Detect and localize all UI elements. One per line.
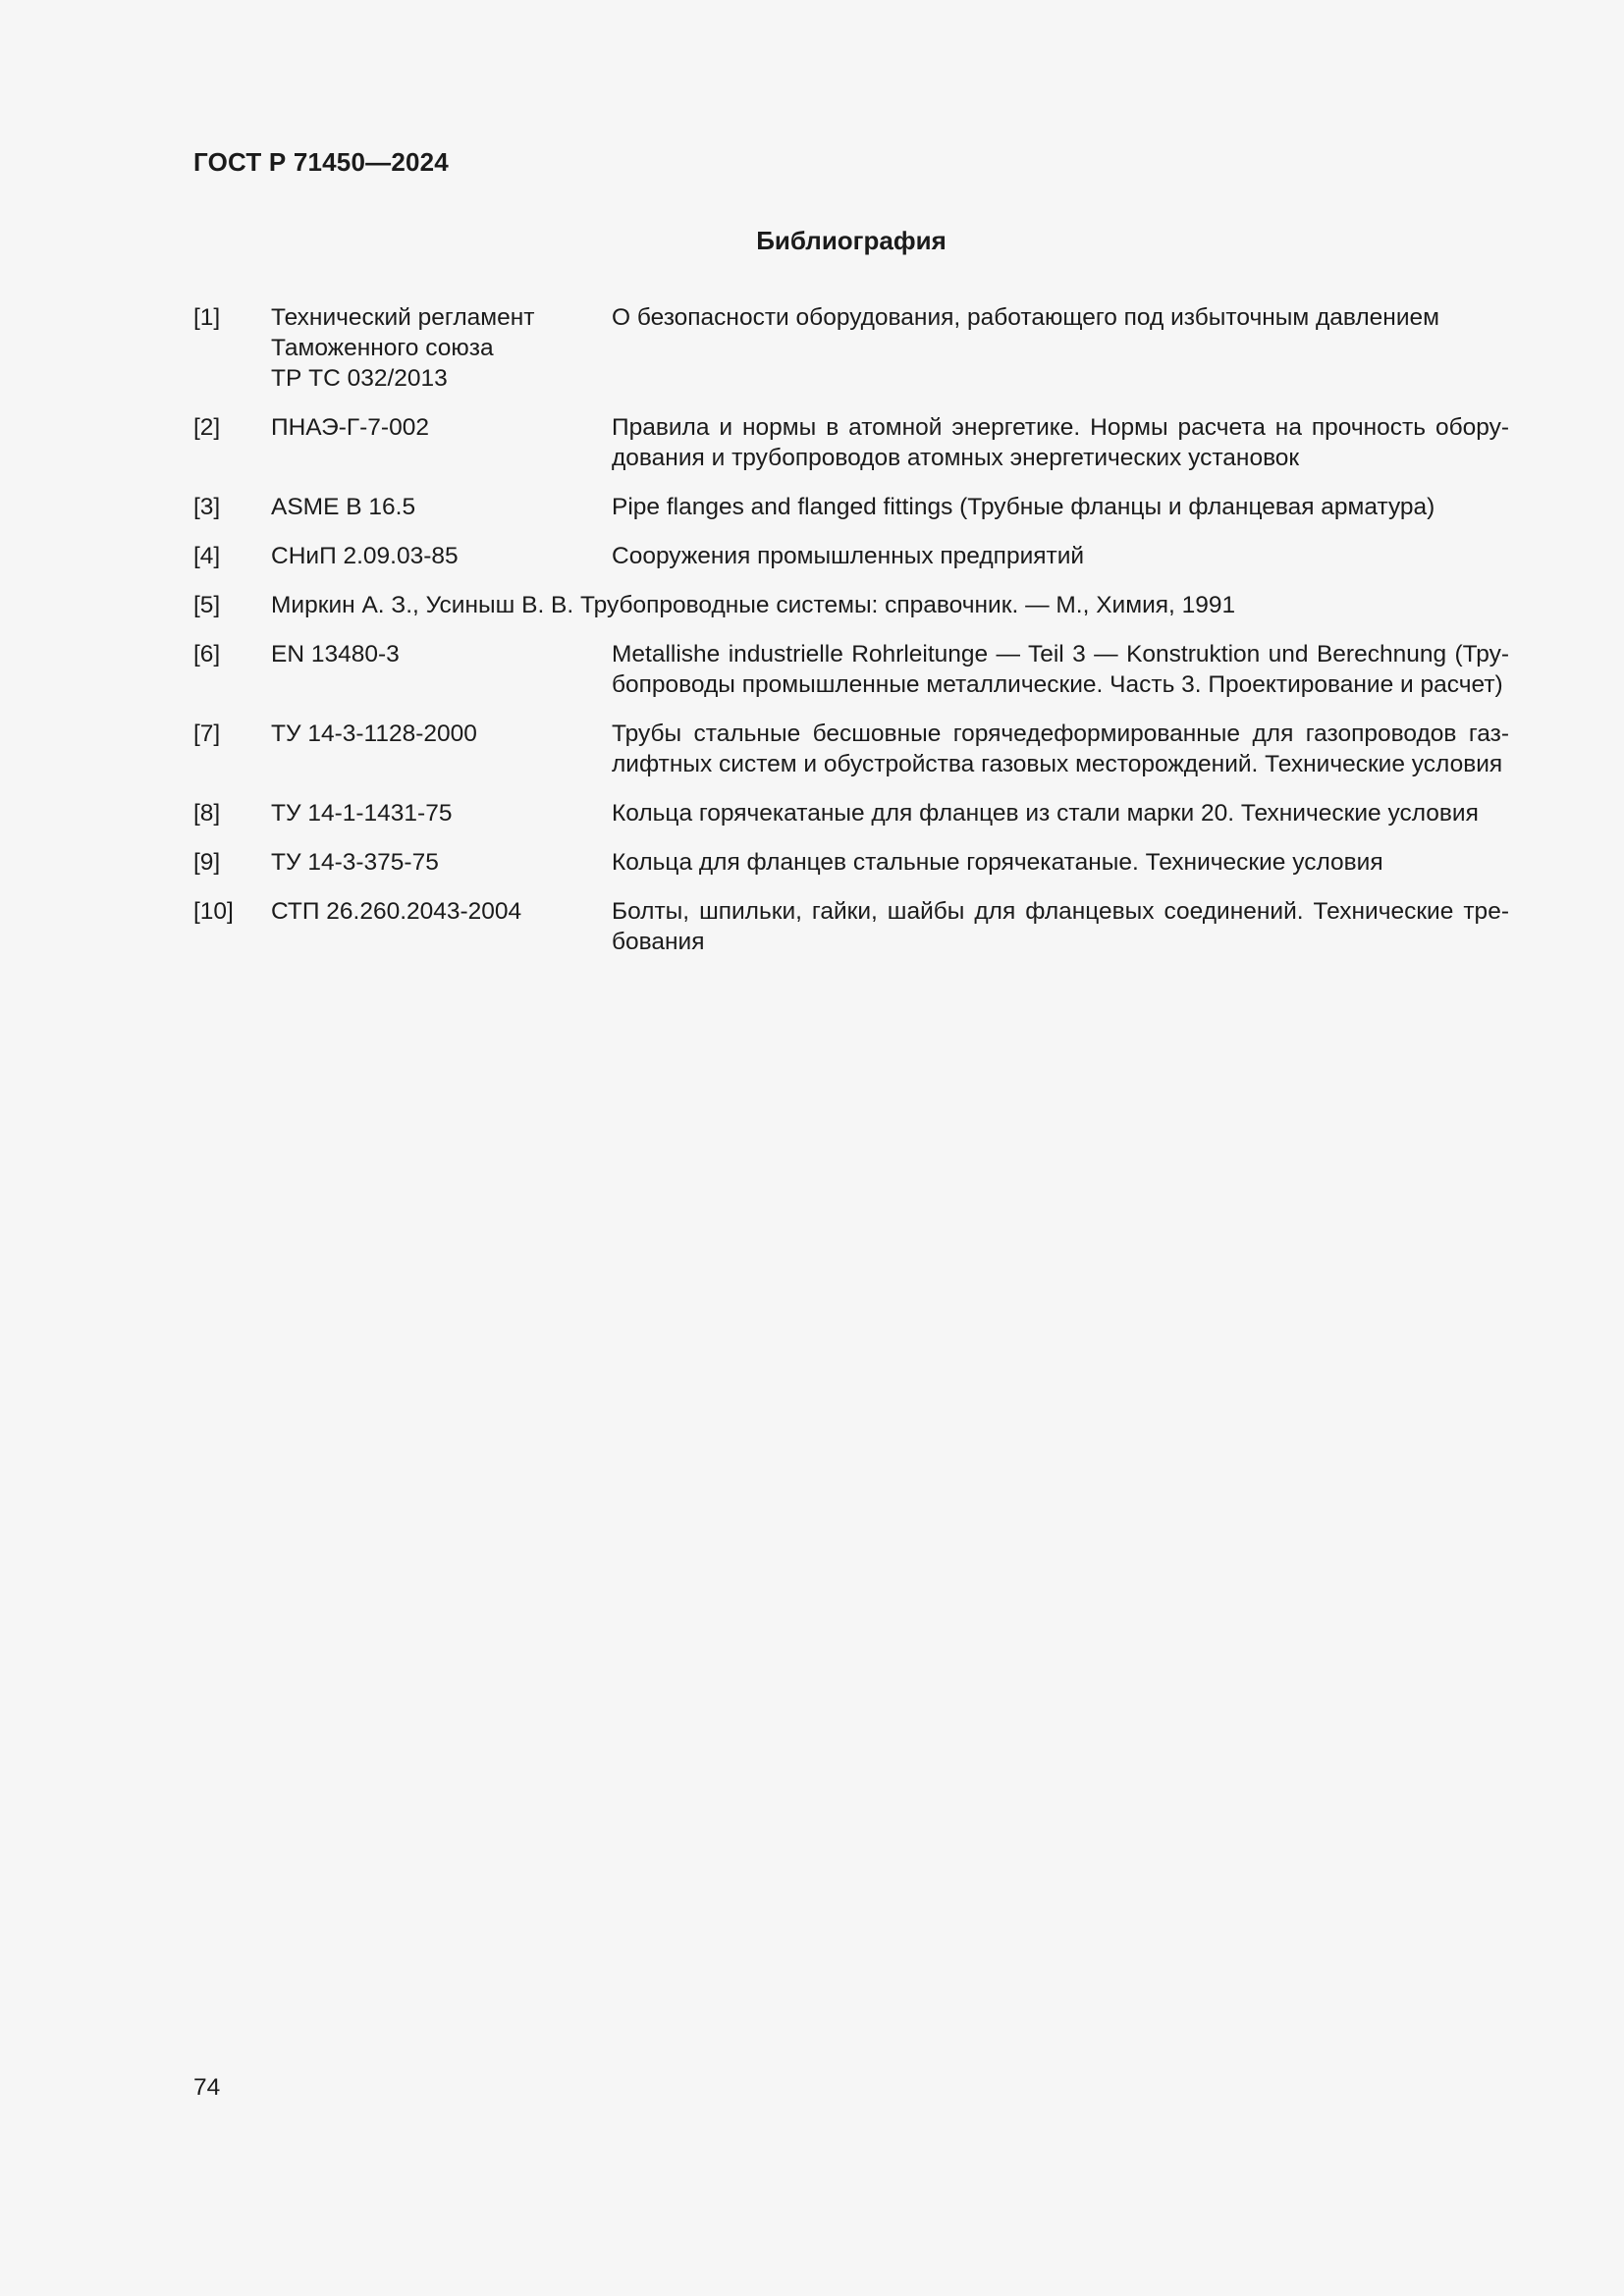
bib-entry-number: [8] xyxy=(193,800,221,827)
bib-entry xyxy=(193,590,1509,620)
bib-entry-title: Правила и нормы в атомной энергетике. Нормы расчета на прочность оборудования и трубопроводов атомных энергетических установок xyxy=(612,414,1509,471)
bib-entry-number: [2] xyxy=(193,414,221,441)
bib-entry-designation: ТУ 14-3-1128-2000 xyxy=(271,721,477,747)
bib-entry-designation: ASME В 16.5 xyxy=(271,494,416,520)
bib-entry-title: Болты, шпильки, гайки, шайбы для фланцевых соединений. Технические требования xyxy=(612,898,1509,955)
bib-entry-number: [1] xyxy=(193,304,221,331)
bib-entry-title: Metallishe industrielle Rohrleitunge — Teil 3 — Konstruktion und Berechnung (Трубопроводы промышленные металлические. Часть 3. Проектирование и расчет) xyxy=(612,641,1509,698)
bib-entry-designation: ТУ 14-3-375-75 xyxy=(271,849,439,876)
bib-entry xyxy=(193,492,1509,522)
bib-entry-title: О безопасности оборудования, работающего под избыточным давлением xyxy=(612,304,1439,331)
bib-entry xyxy=(193,412,1509,473)
bib-entry-designation: Технический регламент Таможенного союза ТР ТС 032/2013 xyxy=(271,304,535,392)
bib-entry-number: [10] xyxy=(193,898,234,925)
bib-entry xyxy=(193,719,1509,779)
bib-entry-title: Кольца для фланцев стальные горячекатаные. Технические условия xyxy=(612,849,1383,876)
bib-entry-designation: СНиП 2.09.03-85 xyxy=(271,543,459,569)
bib-entry xyxy=(193,847,1509,878)
bib-entry-number: [7] xyxy=(193,721,221,747)
bib-entry-designation: СТП 26.260.2043-2004 xyxy=(271,898,522,925)
bib-entry xyxy=(193,798,1509,828)
bib-entry-designation: ПНАЭ-Г-7-002 xyxy=(271,414,429,441)
document-code-header: ГОСТ Р 71450—2024 xyxy=(193,147,449,177)
bibliography-title: Библиография xyxy=(756,226,947,255)
bib-entry-number: [4] xyxy=(193,543,221,569)
bib-entry-designation: ТУ 14-1-1431-75 xyxy=(271,800,453,827)
bib-entry-title: Кольца горячекатаные для фланцев из стали марки 20. Технические условия xyxy=(612,800,1479,827)
bib-entry-number: [6] xyxy=(193,641,221,667)
bibliography-list xyxy=(193,302,1509,976)
bib-entry xyxy=(193,302,1509,394)
bib-entry xyxy=(193,639,1509,700)
bib-entry-number: [5] xyxy=(193,592,221,618)
bib-entry-title: Pipe flanges and flanged fittings (Трубные фланцы и фланцевая арматура) xyxy=(612,494,1435,520)
bib-entry-full-citation: Миркин А. З., Усиныш В. В. Трубопроводные системы: справочник. — М., Химия, 1991 xyxy=(271,592,1236,618)
bib-entry-number: [3] xyxy=(193,494,221,520)
bib-entry-designation: EN 13480-3 xyxy=(271,641,400,667)
bib-entry xyxy=(193,541,1509,571)
bib-entry-title: Сооружения промышленных предприятий xyxy=(612,543,1085,569)
bib-entry-number: [9] xyxy=(193,849,221,876)
bib-entry xyxy=(193,896,1509,957)
bib-entry-title: Трубы стальные бесшовные горячедеформированные для газопроводов газлифтных систем и обустройства газовых месторождений. Технические условия xyxy=(612,721,1509,777)
page-number: 74 xyxy=(193,2074,221,2101)
